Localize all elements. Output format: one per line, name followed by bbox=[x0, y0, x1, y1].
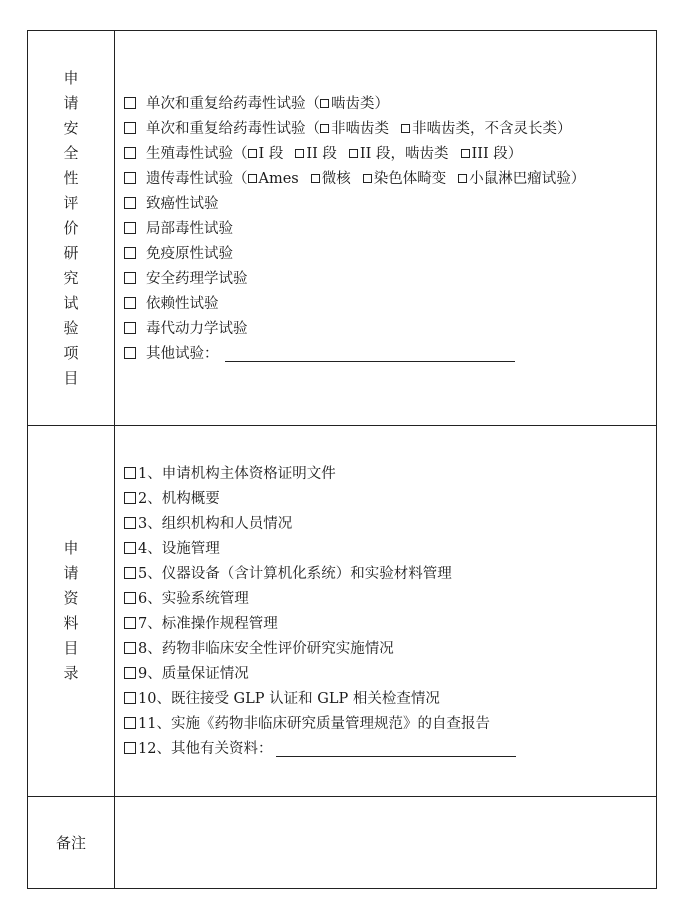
test-item-label: 安全药理学试验 bbox=[146, 271, 248, 287]
test-item-checkbox[interactable] bbox=[124, 122, 136, 134]
test-item-label: 依赖性试验 bbox=[146, 296, 219, 312]
material-item-row bbox=[124, 637, 646, 662]
label-char: 料 bbox=[63, 613, 79, 632]
remarks-label-text: 备注 bbox=[55, 833, 86, 852]
material-item-row bbox=[124, 712, 646, 737]
test-item-label: 局部毒性试验 bbox=[146, 221, 233, 237]
sub-option-label: I 段 bbox=[258, 146, 284, 162]
test-item-label: 生殖毒性试验（ bbox=[146, 146, 248, 162]
sub-option-checkbox[interactable] bbox=[320, 99, 329, 108]
material-item-label: 3、组织机构和人员情况 bbox=[138, 516, 293, 532]
safety-evaluation-items-label bbox=[28, 31, 114, 425]
row-divider-1 bbox=[28, 425, 656, 426]
sub-option-checkbox[interactable] bbox=[349, 149, 358, 158]
remarks-field[interactable] bbox=[124, 806, 646, 876]
material-item-checkbox[interactable] bbox=[124, 717, 136, 729]
label-char: 性 bbox=[63, 168, 79, 187]
material-item-checkbox[interactable] bbox=[124, 517, 136, 529]
label-char: 目 bbox=[63, 638, 79, 657]
application-materials-list bbox=[124, 462, 646, 762]
sub-option-checkbox[interactable] bbox=[461, 149, 470, 158]
test-item-checkbox[interactable] bbox=[124, 347, 136, 359]
material-item-label: 5、仪器设备（含计算机化系统）和实验材料管理 bbox=[138, 566, 452, 582]
material-item-row bbox=[124, 687, 646, 712]
sub-option-checkbox[interactable] bbox=[320, 124, 329, 133]
sub-option-checkbox[interactable] bbox=[248, 149, 257, 158]
test-item-checkbox[interactable] bbox=[124, 272, 136, 284]
sub-option-checkbox[interactable] bbox=[458, 174, 467, 183]
test-item-row bbox=[124, 242, 646, 267]
test-item-checkbox[interactable] bbox=[124, 172, 136, 184]
label-char: 申 bbox=[63, 538, 79, 557]
label-char: 申 bbox=[63, 68, 79, 87]
vertical-label-text bbox=[63, 536, 78, 686]
label-char: 验 bbox=[63, 318, 79, 337]
sub-option-checkbox[interactable] bbox=[311, 174, 320, 183]
label-char: 究 bbox=[63, 268, 79, 287]
test-item-row bbox=[124, 192, 646, 217]
test-item-label: 遗传毒性试验（ bbox=[146, 171, 248, 187]
material-item-label: 8、药物非临床安全性评价研究实施情况 bbox=[138, 641, 394, 657]
material-item-row bbox=[124, 612, 646, 637]
material-item-checkbox[interactable] bbox=[124, 592, 136, 604]
material-item-row bbox=[124, 662, 646, 687]
application-form-table bbox=[27, 30, 657, 889]
sub-option-label: 非啮齿类 bbox=[331, 121, 389, 137]
test-item-row bbox=[124, 117, 646, 142]
test-item-row bbox=[124, 267, 646, 292]
other-materials-input[interactable] bbox=[276, 739, 516, 757]
test-item-label: 毒代动力学试验 bbox=[146, 321, 248, 337]
sub-option-label: 啮齿类 bbox=[331, 96, 375, 112]
material-item-row bbox=[124, 462, 646, 487]
label-char: 请 bbox=[63, 93, 79, 112]
material-item-label: 7、标准操作规程管理 bbox=[138, 616, 278, 632]
label-char: 价 bbox=[63, 218, 79, 237]
material-item-row bbox=[124, 737, 646, 762]
material-item-row bbox=[124, 487, 646, 512]
test-item-row bbox=[124, 92, 646, 117]
material-item-label: 9、质量保证情况 bbox=[138, 666, 249, 682]
test-item-row bbox=[124, 317, 646, 342]
test-item-row bbox=[124, 142, 646, 167]
material-item-checkbox[interactable] bbox=[124, 642, 136, 654]
safety-evaluation-items-list bbox=[124, 92, 646, 367]
sub-option-label: II 段 bbox=[306, 146, 337, 162]
test-item-checkbox[interactable] bbox=[124, 297, 136, 309]
remarks-label bbox=[28, 796, 114, 888]
material-item-label: 12、其他有关资料： bbox=[138, 741, 273, 757]
label-char: 录 bbox=[63, 663, 79, 682]
material-item-checkbox[interactable] bbox=[124, 492, 136, 504]
test-item-label: 单次和重复给药毒性试验（ bbox=[146, 96, 320, 112]
material-item-row bbox=[124, 587, 646, 612]
other-test-input[interactable] bbox=[225, 344, 515, 362]
sub-option-checkbox[interactable] bbox=[295, 149, 304, 158]
test-item-checkbox[interactable] bbox=[124, 322, 136, 334]
material-item-checkbox[interactable] bbox=[124, 667, 136, 679]
label-char: 资 bbox=[63, 588, 79, 607]
closing-paren: ） bbox=[570, 171, 586, 187]
label-char: 安 bbox=[63, 118, 79, 137]
test-item-label: 免疫原性试验 bbox=[146, 246, 233, 262]
test-item-row bbox=[124, 217, 646, 242]
test-item-checkbox[interactable] bbox=[124, 222, 136, 234]
closing-paren: ） bbox=[557, 121, 572, 137]
material-item-checkbox[interactable] bbox=[124, 467, 136, 479]
test-item-label: 其他试验： bbox=[146, 346, 219, 362]
test-item-row bbox=[124, 292, 646, 317]
sub-option-label: III 段 bbox=[471, 146, 508, 162]
material-item-checkbox[interactable] bbox=[124, 542, 136, 554]
material-item-checkbox[interactable] bbox=[124, 617, 136, 629]
test-item-label: 单次和重复给药毒性试验（ bbox=[146, 121, 320, 137]
label-char: 目 bbox=[63, 368, 79, 387]
vertical-label-text bbox=[63, 66, 78, 391]
material-item-label: 6、实验系统管理 bbox=[138, 591, 249, 607]
label-char: 试 bbox=[63, 293, 79, 312]
closing-paren: ） bbox=[374, 96, 389, 112]
material-item-checkbox[interactable] bbox=[124, 567, 136, 579]
label-char: 评 bbox=[63, 193, 79, 212]
material-item-label: 10、既往接受 GLP 认证和 GLP 相关检查情况 bbox=[138, 691, 440, 707]
material-item-label: 11、实施《药物非临床研究质量管理规范》的自查报告 bbox=[138, 716, 490, 732]
sub-option-label: Ames bbox=[258, 171, 299, 187]
test-item-checkbox[interactable] bbox=[124, 197, 136, 209]
test-item-checkbox[interactable] bbox=[124, 97, 136, 109]
material-item-checkbox[interactable] bbox=[124, 692, 136, 704]
sub-option-checkbox[interactable] bbox=[248, 174, 257, 183]
test-item-checkbox[interactable] bbox=[124, 247, 136, 259]
test-item-row bbox=[124, 167, 646, 192]
column-divider bbox=[114, 31, 115, 888]
sub-option-label: 非啮齿类，不含灵长类 bbox=[412, 121, 557, 137]
material-item-checkbox[interactable] bbox=[124, 742, 136, 754]
material-item-row bbox=[124, 512, 646, 537]
material-item-label: 2、机构概要 bbox=[138, 491, 220, 507]
sub-option-label: 染色体畸变 bbox=[373, 171, 447, 187]
sub-option-label: 小鼠淋巴瘤试验 bbox=[469, 171, 571, 187]
material-item-label: 4、设施管理 bbox=[138, 541, 220, 557]
sub-option-checkbox[interactable] bbox=[401, 124, 410, 133]
label-char: 研 bbox=[63, 243, 79, 262]
material-item-label: 1、申请机构主体资格证明文件 bbox=[138, 466, 336, 482]
application-materials-label bbox=[28, 425, 114, 796]
material-item-row bbox=[124, 562, 646, 587]
test-item-checkbox[interactable] bbox=[124, 147, 136, 159]
row-divider-2 bbox=[28, 796, 656, 797]
sub-option-label: II 段，啮齿类 bbox=[359, 146, 449, 162]
label-char: 全 bbox=[63, 143, 79, 162]
test-item-row bbox=[124, 342, 646, 367]
label-char: 项 bbox=[63, 343, 79, 362]
label-char: 请 bbox=[63, 563, 79, 582]
sub-option-checkbox[interactable] bbox=[363, 174, 372, 183]
test-item-label: 致癌性试验 bbox=[146, 196, 219, 212]
sub-option-label: 微核 bbox=[321, 171, 351, 187]
material-item-row bbox=[124, 537, 646, 562]
closing-paren: ） bbox=[507, 146, 523, 162]
